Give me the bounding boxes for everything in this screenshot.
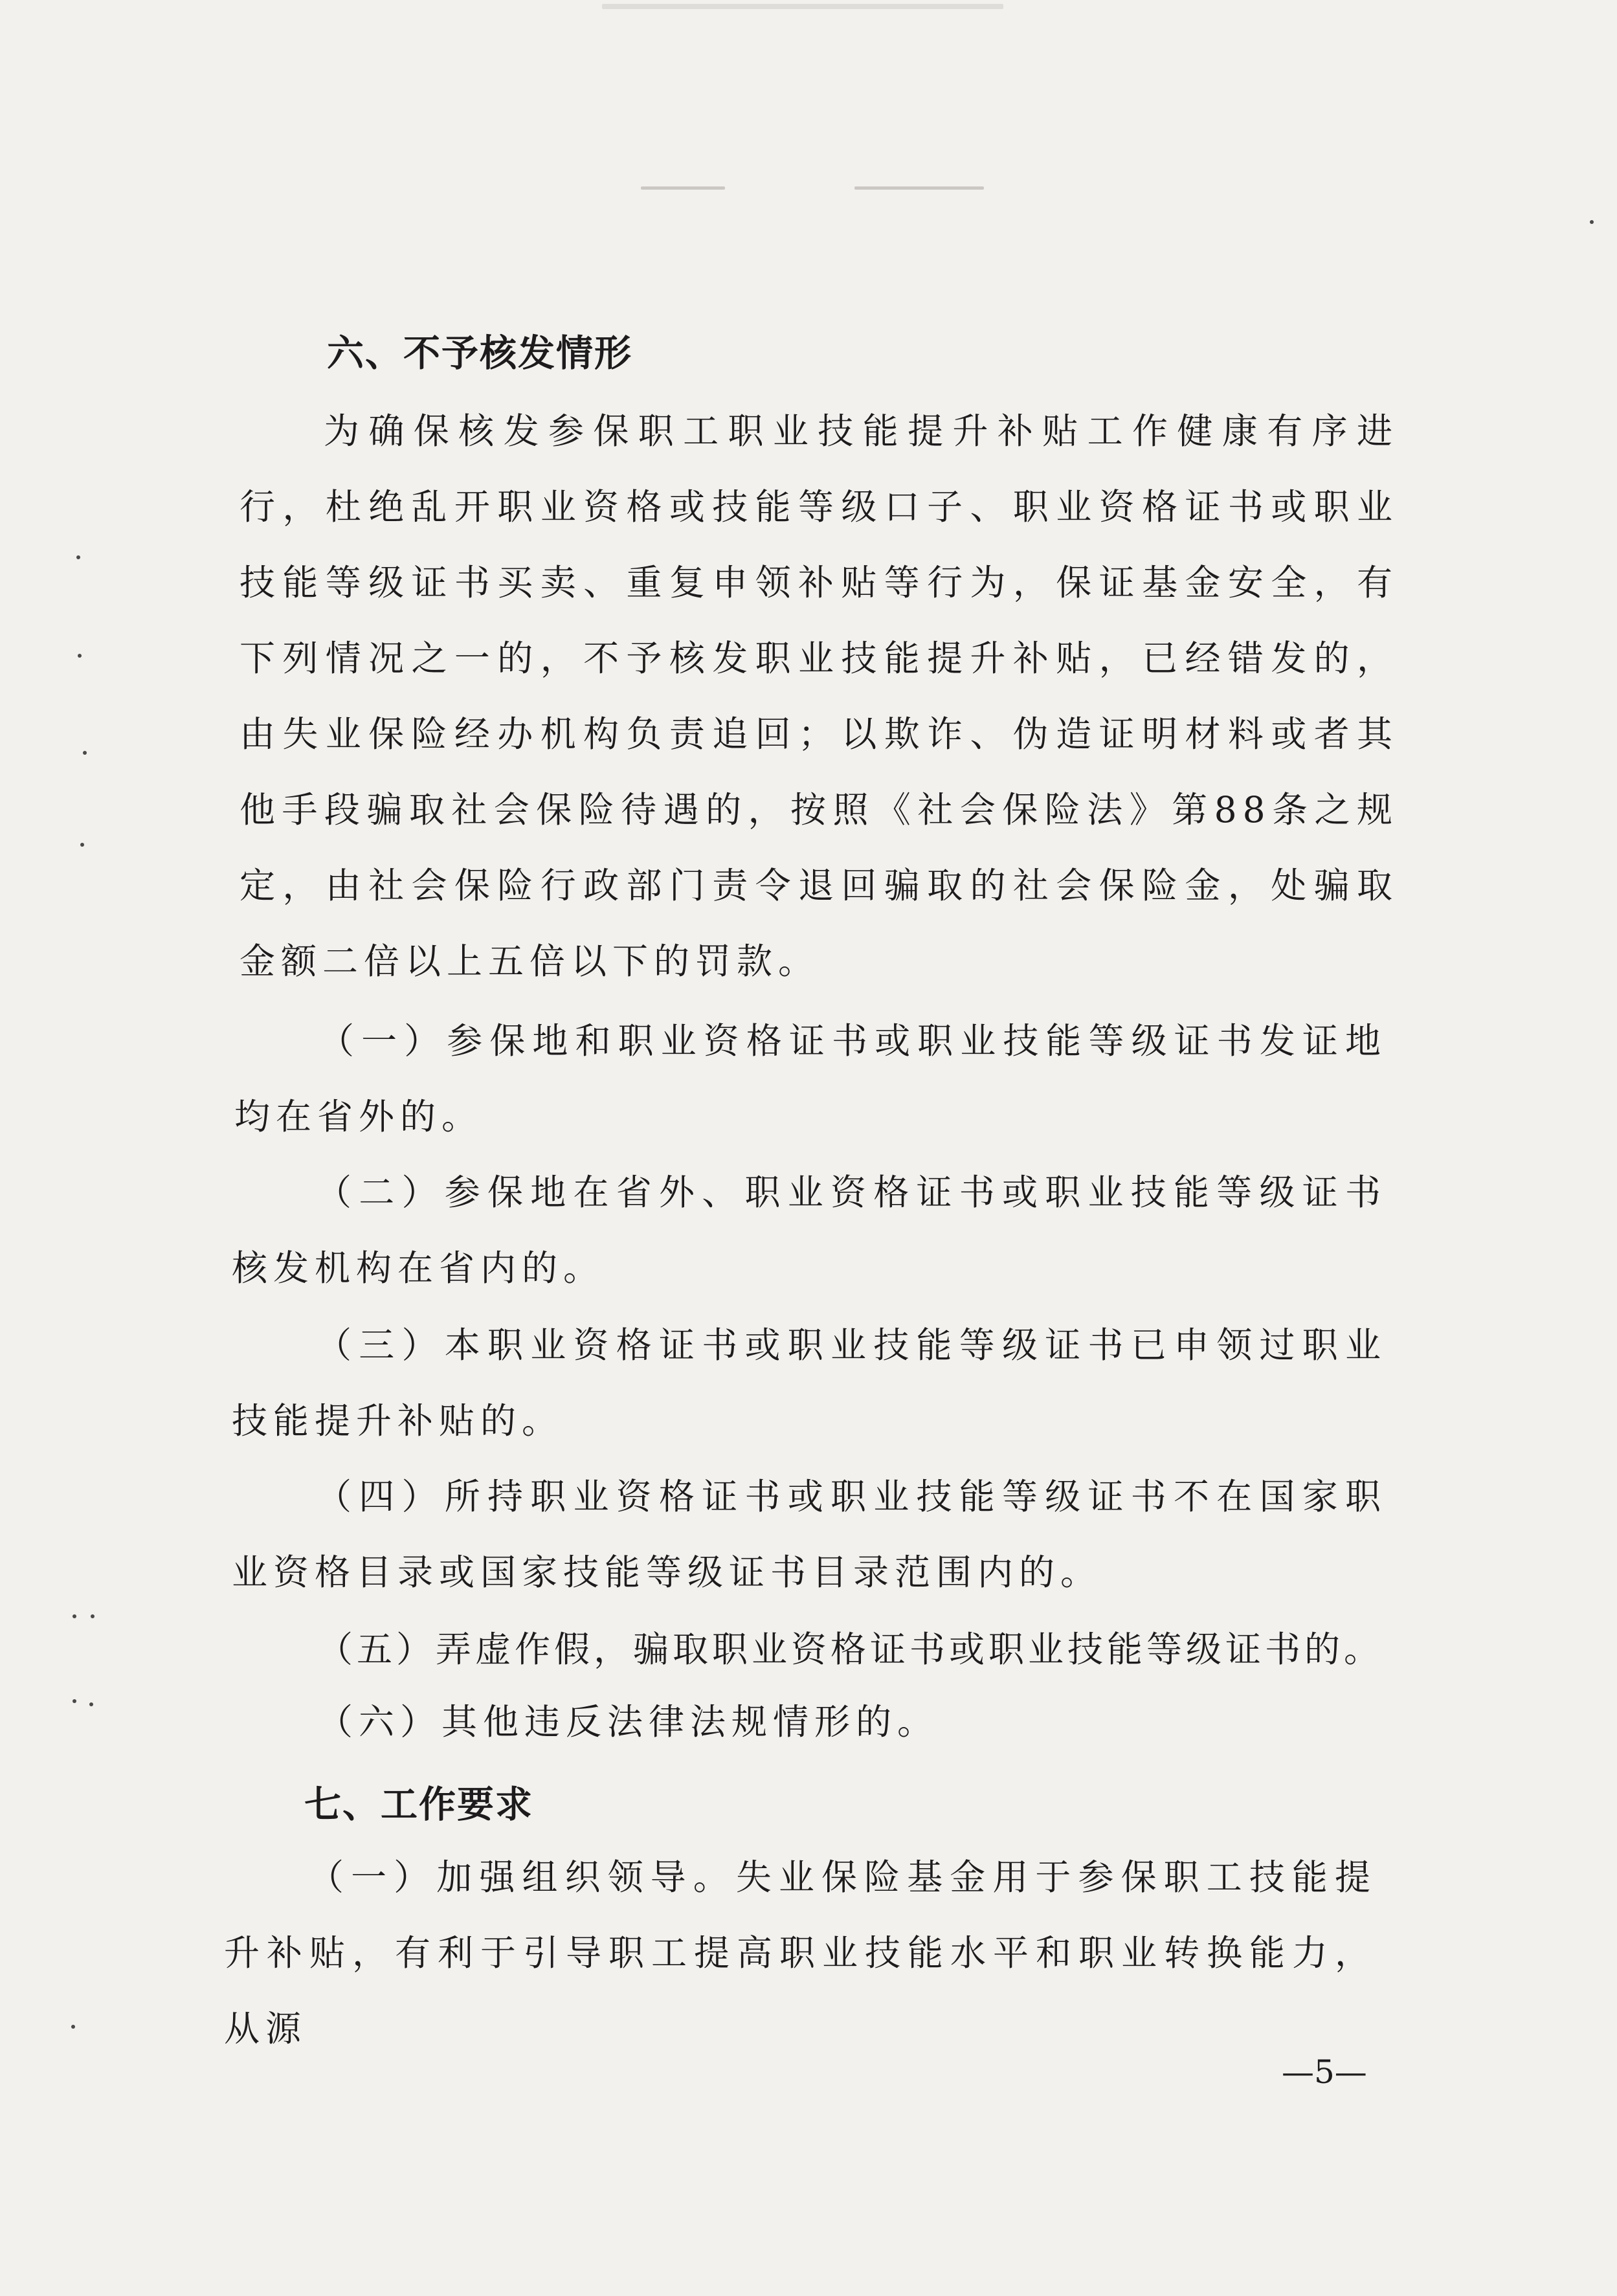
scan-speck <box>89 1702 93 1706</box>
scan-speck <box>80 843 84 847</box>
bleed-through-mark <box>602 4 1003 9</box>
section-6-intro-paragraph: 为确保核发参保职工职业技能提升补贴工作健康有序进行，杜绝乱开职业资格或技能等级口子、职业资格证书或职业技能等级证书买卖、重复申领补贴等行为，保证基金安全，有下列情况之一的，不予核发职业技能提升补贴，已经错发的，由失业保险经办机构负责追回；以欺诈、伪造证明材料或者其他手段骗取社会保险待遇的，按照《社会保险法》第88条之规定，由社会保险行政部门责令退回骗取的社会保险金，处骗取金额二倍以上五倍以下的罚款。 <box>240 410 1398 982</box>
scan-speck <box>72 1699 76 1703</box>
scan-speck <box>83 751 87 755</box>
scan-speck <box>72 1614 76 1618</box>
scan-speck <box>71 2025 75 2029</box>
page-number: —5— <box>1282 2053 1367 2091</box>
list-item: （六）其他违反法律法规情形的。 <box>317 1701 939 1743</box>
list-item: （一）参保地和职业资格证书或职业技能等级证书发证地均在省外的。 <box>234 1020 1387 1137</box>
section-heading-6: 六、不予核发情形 <box>327 332 632 375</box>
bleed-through-mark <box>641 186 725 190</box>
scan-speck <box>91 1614 95 1618</box>
bleed-through-mark <box>854 186 984 190</box>
list-item: （二）参保地在省外、职业资格证书或职业技能等级证书核发机构在省内的。 <box>232 1172 1387 1289</box>
scan-speck <box>76 555 80 559</box>
list-item: （三）本职业资格证书或职业技能等级证书已申领过职业技能提升补贴的。 <box>232 1324 1387 1442</box>
scan-speck <box>1590 220 1594 224</box>
list-item: （四）所持职业资格证书或职业技能等级证书不在国家职业资格目录或国家技能等级证书目录范围内的。 <box>232 1476 1387 1593</box>
list-item: （五）弄虚作假，骗取职业资格证书或职业技能等级证书的。 <box>317 1629 1384 1670</box>
section-heading-7: 七、工作要求 <box>304 1783 533 1826</box>
scan-speck <box>78 654 82 658</box>
section-7-item-paragraph: （一）加强组织领导。失业保险基金用于参保职工技能提升补贴，有利于引导职工提高职业技能水平和职业转换能力，从源 <box>224 1856 1376 2049</box>
